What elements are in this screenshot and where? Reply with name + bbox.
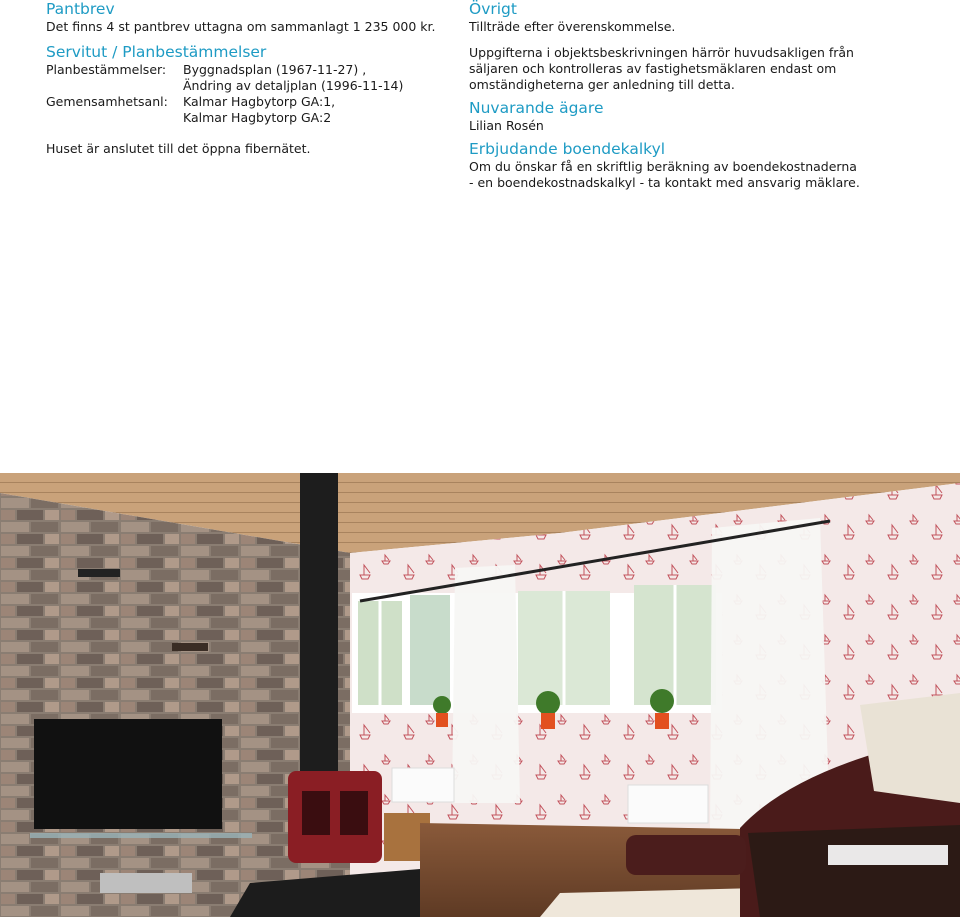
kalkyl-line-2: - en boendekostnadskalkyl - ta kontakt med ansvarig mäklare.	[469, 175, 860, 190]
left-column	[46, 0, 436, 157]
ovrigt-heading: Övrigt	[469, 0, 517, 18]
plan-row	[46, 62, 436, 78]
servitut-heading: Servitut / Planbestämmelser	[46, 43, 267, 61]
disclaimer-line-1: Uppgifterna i objektsbeskrivningen härrör huvudsakligen från	[469, 45, 854, 60]
living-room-photo	[0, 473, 960, 917]
ovrigt-text: Tillträde efter överenskommelse.	[469, 19, 676, 34]
plan-label: Planbestämmelser:	[46, 62, 167, 77]
disclaimer-line-3: omständigheterna ger anledning till detta.	[469, 77, 735, 92]
plan-value-2: Ändring av detaljplan (1996-11-14)	[183, 78, 404, 93]
kalkyl-line-1: Om du önskar få en skriftlig beräkning av boendekostnaderna	[469, 159, 857, 174]
kalkyl-heading: Erbjudande boendekalkyl	[469, 140, 666, 158]
pantbrev-text: Det finns 4 st pantbrev uttagna om sammanlagt 1 235 000 kr.	[46, 19, 436, 34]
agare-name: Lilian Rosén	[469, 118, 544, 133]
right-column	[469, 0, 949, 191]
plan-value-1: Byggnadsplan (1967-11-27) ,	[183, 62, 367, 77]
disclaimer-line-2: säljaren och kontrolleras av fastighetsmäklaren endast om	[469, 61, 837, 76]
gemensam-label: Gemensamhetsanl:	[46, 94, 168, 109]
agare-heading: Nuvarande ägare	[469, 99, 604, 117]
plan-row-2	[46, 78, 436, 94]
fiber-text: Huset är anslutet till det öppna fibernätet.	[46, 141, 311, 156]
pantbrev-heading: Pantbrev	[46, 0, 115, 18]
gemensam-value-1: Kalmar Hagbytorp GA:1,	[183, 94, 336, 109]
gemensam-value-2: Kalmar Hagbytorp GA:2	[183, 110, 332, 125]
gemensam-row-2	[46, 110, 436, 126]
gemensam-row	[46, 94, 436, 110]
